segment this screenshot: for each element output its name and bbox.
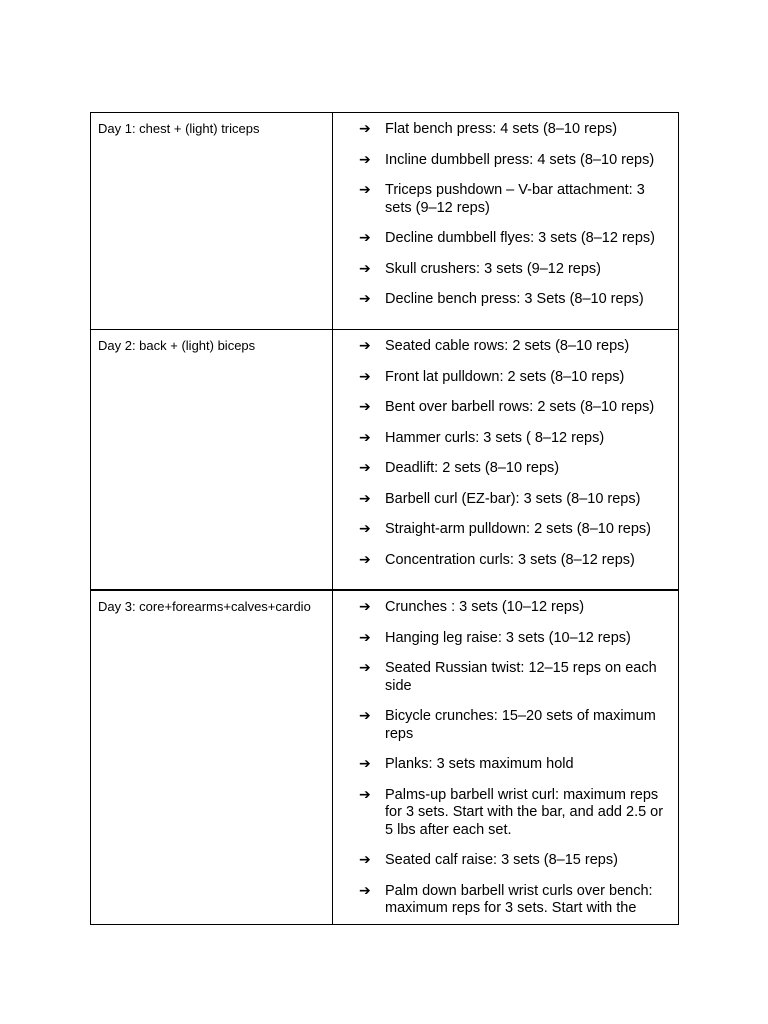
exercise-list bbox=[333, 591, 678, 918]
arrow-right-icon: ➔ bbox=[359, 291, 371, 307]
exercise-list bbox=[333, 330, 678, 569]
arrow-right-icon: ➔ bbox=[359, 230, 371, 246]
exercise-item bbox=[359, 291, 668, 309]
day-label: Day 3: core+forearms+calves+cardio bbox=[98, 599, 311, 614]
exercise-text: Barbell curl (EZ-bar): 3 sets (8–10 reps) bbox=[385, 490, 641, 507]
exercise-text: Front lat pulldown: 2 sets (8–10 reps) bbox=[385, 368, 625, 385]
arrow-right-icon: ➔ bbox=[359, 338, 371, 354]
exercise-text: Straight-arm pulldown: 2 sets (8–10 reps) bbox=[385, 521, 651, 537]
exercise-item bbox=[359, 430, 668, 448]
arrow-right-icon: ➔ bbox=[359, 121, 371, 137]
exercise-item bbox=[359, 756, 668, 774]
day-cell bbox=[91, 330, 333, 591]
exercise-item bbox=[359, 460, 668, 478]
arrow-right-icon: ➔ bbox=[359, 151, 371, 168]
arrow-right-icon: ➔ bbox=[359, 756, 371, 772]
exercise-item bbox=[359, 182, 668, 217]
exercise-item bbox=[359, 230, 668, 248]
exercise-text: Skull crushers: 3 sets (9–12 reps) bbox=[385, 260, 601, 277]
exercise-text: Incline dumbbell press: 4 sets (8–10 reps) bbox=[385, 151, 655, 168]
exercise-cell bbox=[333, 113, 679, 330]
exercise-item bbox=[359, 491, 668, 509]
arrow-right-icon: ➔ bbox=[359, 599, 371, 615]
arrow-right-icon: ➔ bbox=[359, 399, 371, 415]
exercise-item bbox=[359, 399, 668, 417]
exercise-text: Decline dumbbell flyes: 3 sets (8–12 reps) bbox=[385, 230, 655, 246]
exercise-text: Deadlift: 2 sets (8–10 reps) bbox=[385, 460, 560, 476]
day-row bbox=[91, 590, 679, 925]
exercise-item bbox=[359, 152, 668, 170]
arrow-right-icon: ➔ bbox=[359, 368, 371, 385]
arrow-right-icon: ➔ bbox=[359, 852, 371, 868]
exercise-item bbox=[359, 599, 668, 617]
exercise-text: Bicycle crunches: 15–20 sets of maximum reps bbox=[385, 708, 656, 742]
exercise-cell bbox=[333, 590, 679, 925]
exercise-text: Palm down barbell wrist curls over bench: maximum reps for 3 sets. Start with the bbox=[385, 882, 653, 916]
exercise-text: Hammer curls: 3 sets ( 8–12 reps) bbox=[385, 429, 605, 446]
exercise-text: Seated cable rows: 2 sets (8–10 reps) bbox=[385, 338, 630, 354]
exercise-text: Decline bench press: 3 Sets (8–10 reps) bbox=[385, 291, 644, 307]
arrow-right-icon: ➔ bbox=[359, 708, 371, 724]
exercise-item bbox=[359, 121, 668, 139]
arrow-right-icon: ➔ bbox=[359, 882, 371, 899]
exercise-item bbox=[359, 521, 668, 539]
exercise-item bbox=[359, 338, 668, 356]
exercise-text: Flat bench press: 4 sets (8–10 reps) bbox=[385, 121, 618, 137]
day-cell bbox=[91, 590, 333, 925]
exercise-text: Concentration curls: 3 sets (8–12 reps) bbox=[385, 551, 635, 568]
arrow-right-icon: ➔ bbox=[359, 429, 371, 446]
exercise-text: Seated Russian twist: 12–15 reps on each side bbox=[385, 660, 657, 694]
exercise-list bbox=[333, 113, 678, 309]
exercise-cell bbox=[333, 330, 679, 591]
exercise-item bbox=[359, 261, 668, 279]
day-cell bbox=[91, 113, 333, 330]
exercise-item bbox=[359, 369, 668, 387]
arrow-right-icon: ➔ bbox=[359, 260, 371, 277]
exercise-text: Bent over barbell rows: 2 sets (8–10 reps) bbox=[385, 399, 655, 415]
day-label: Day 1: chest + (light) triceps bbox=[98, 121, 260, 136]
arrow-right-icon: ➔ bbox=[359, 182, 371, 198]
arrow-right-icon: ➔ bbox=[359, 551, 371, 568]
arrow-right-icon: ➔ bbox=[359, 490, 371, 507]
exercise-text: Triceps pushdown – V-bar attachment: 3 sets (9–12 reps) bbox=[385, 182, 645, 216]
exercise-item bbox=[359, 787, 668, 840]
arrow-right-icon: ➔ bbox=[359, 460, 371, 476]
day-row bbox=[91, 330, 679, 591]
exercise-item bbox=[359, 708, 668, 743]
exercise-text: Seated calf raise: 3 sets (8–15 reps) bbox=[385, 852, 618, 868]
exercise-text: Palms-up barbell wrist curl: maximum reps for 3 sets. Start with the bar, and add 2.5 or 5 lbs after each set. bbox=[385, 786, 664, 838]
exercise-item bbox=[359, 552, 668, 570]
exercise-item bbox=[359, 883, 668, 918]
exercise-item bbox=[359, 852, 668, 870]
exercise-item bbox=[359, 660, 668, 695]
arrow-right-icon: ➔ bbox=[359, 660, 371, 676]
exercise-text: Planks: 3 sets maximum hold bbox=[385, 756, 574, 772]
exercise-clip bbox=[333, 591, 678, 924]
arrow-right-icon: ➔ bbox=[359, 629, 371, 646]
arrow-right-icon: ➔ bbox=[359, 786, 371, 803]
arrow-right-icon: ➔ bbox=[359, 521, 371, 537]
exercise-item bbox=[359, 630, 668, 648]
exercise-text: Crunches : 3 sets (10–12 reps) bbox=[385, 599, 585, 615]
workout-plan-table bbox=[90, 112, 679, 925]
exercise-text: Hanging leg raise: 3 sets (10–12 reps) bbox=[385, 629, 631, 646]
day-row bbox=[91, 113, 679, 330]
day-label: Day 2: back + (light) biceps bbox=[98, 338, 256, 353]
